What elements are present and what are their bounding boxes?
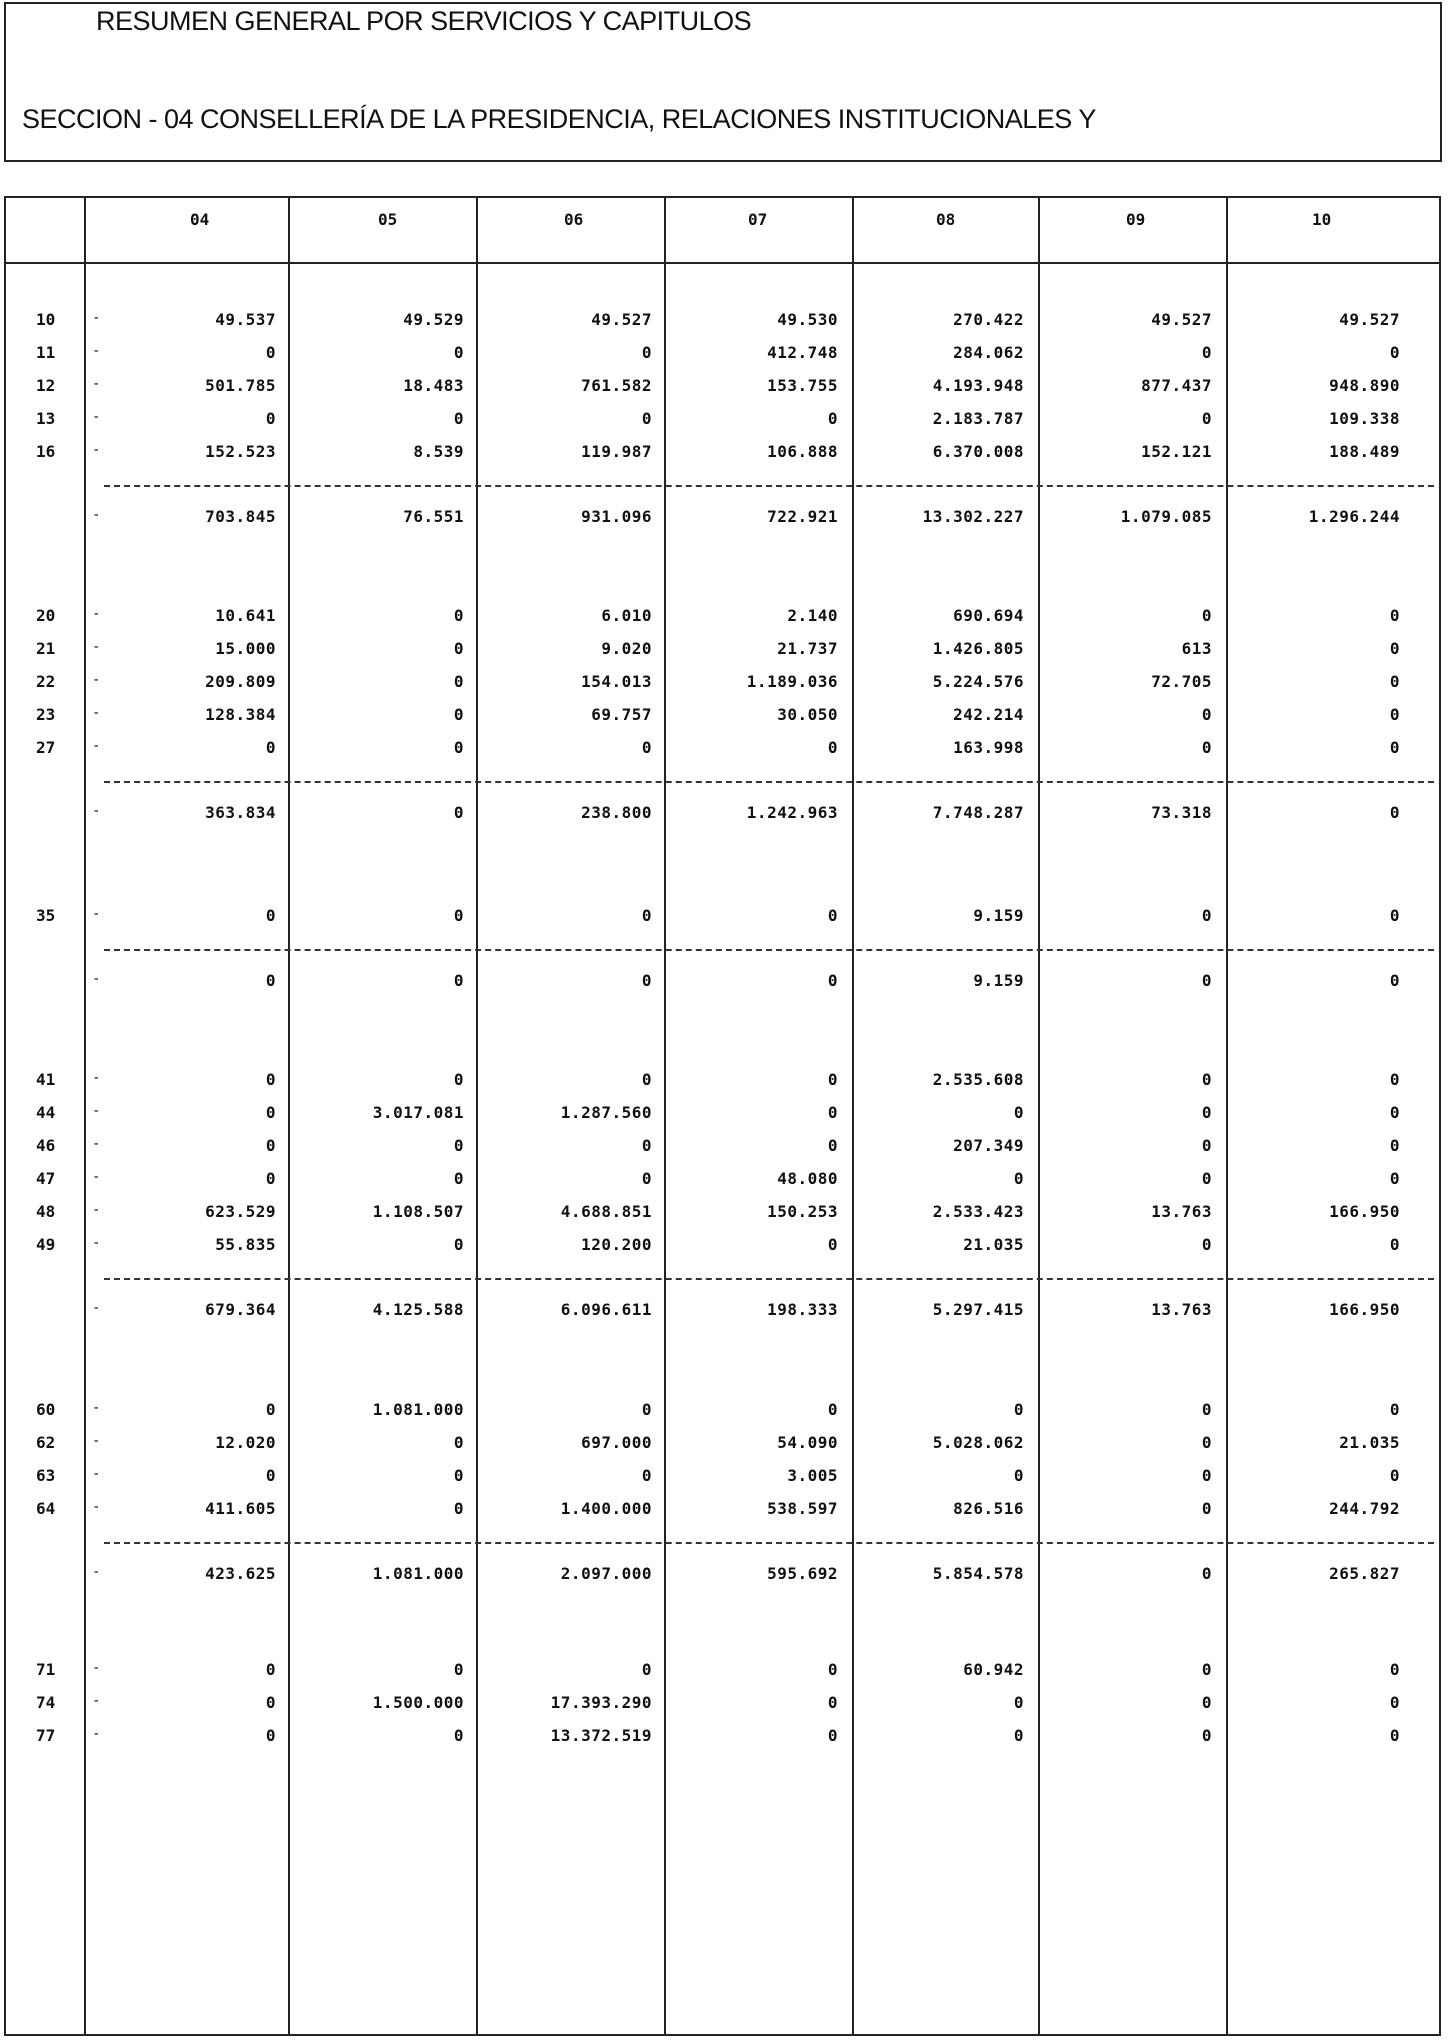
table-cell: 15.000 (215, 639, 276, 658)
table-cell: 538.597 (767, 1499, 838, 1518)
row-code: 23 (36, 705, 56, 724)
table-cell: 0 (641, 343, 652, 362)
table-cell: 0 (1013, 1693, 1024, 1712)
column-header: 09 (1126, 210, 1146, 229)
table-cell: 0 (453, 705, 464, 724)
table-cell: 284.062 (953, 343, 1024, 362)
row-dash-mark: - (92, 1136, 101, 1152)
table-cell: 0 (453, 606, 464, 625)
table-cell: 0 (265, 1466, 276, 1485)
table-cell: 0 (1389, 971, 1400, 990)
table-cell: 0 (827, 1693, 838, 1712)
row-code: 60 (36, 1400, 56, 1419)
table-cell: 49.527 (591, 310, 652, 329)
row-code: 74 (36, 1693, 56, 1712)
table-cell: 0 (1201, 1693, 1212, 1712)
table-cell: 0 (641, 738, 652, 757)
row-code: 11 (36, 343, 56, 362)
column-header: 08 (936, 210, 956, 229)
column-divider (288, 196, 290, 2036)
table-cell: 0 (265, 1400, 276, 1419)
table-cell: 4.193.948 (932, 376, 1024, 395)
table-cell: 0 (1201, 1400, 1212, 1419)
table-cell: 0 (1389, 606, 1400, 625)
table-cell: 0 (265, 906, 276, 925)
table-cell: 1.296.244 (1308, 507, 1400, 526)
table-cell: 1.079.085 (1120, 507, 1212, 526)
table-cell: 9.159 (973, 971, 1024, 990)
table-cell: 0 (1389, 1693, 1400, 1712)
subtotal-separator (104, 1278, 1434, 1280)
table-cell: 0 (453, 1433, 464, 1452)
section-label: SECCION - 04 CONSELLERÍA DE LA PRESIDENCIA, RELACIONES INSTITUCIONALES Y (22, 104, 1096, 134)
table-cell: 0 (453, 906, 464, 925)
table-cell: 238.800 (581, 803, 652, 822)
row-code: 22 (36, 672, 56, 691)
table-cell: 0 (1201, 971, 1212, 990)
table-cell: 0 (265, 1169, 276, 1188)
table-cell: 0 (1201, 1499, 1212, 1518)
table-cell: 128.384 (205, 705, 276, 724)
row-dash-mark: - (92, 1400, 101, 1416)
table-cell: 501.785 (205, 376, 276, 395)
table-cell: 13.372.519 (550, 1726, 652, 1745)
table-cell: 120.200 (581, 1235, 652, 1254)
row-dash-mark: - (92, 906, 101, 922)
row-code: 10 (36, 310, 56, 329)
table-cell: 0 (1201, 606, 1212, 625)
row-code: 47 (36, 1169, 56, 1188)
table-cell: 0 (1389, 1726, 1400, 1745)
table-cell: 0 (1201, 1169, 1212, 1188)
table-cell: 0 (641, 1660, 652, 1679)
table-cell: 0 (1389, 1660, 1400, 1679)
table-cell: 4.125.588 (372, 1300, 464, 1319)
table-cell: 5.224.576 (932, 672, 1024, 691)
table-cell: 1.426.805 (932, 639, 1024, 658)
row-dash-mark: - (92, 705, 101, 721)
table-cell: 10.641 (215, 606, 276, 625)
table-cell: 0 (1389, 1400, 1400, 1419)
table-cell: 0 (827, 1235, 838, 1254)
table-cell: 0 (453, 971, 464, 990)
table-cell: 0 (827, 1726, 838, 1745)
row-dash-mark: - (92, 803, 101, 819)
table-cell: 72.705 (1151, 672, 1212, 691)
column-divider (664, 196, 666, 2036)
table-cell: 5.297.415 (932, 1300, 1024, 1319)
table-cell: 0 (1013, 1466, 1024, 1485)
table-cell: 0 (641, 971, 652, 990)
table-cell: 0 (1201, 1433, 1212, 1452)
table-cell: 0 (1389, 1103, 1400, 1122)
row-code: 48 (36, 1202, 56, 1221)
table-cell: 9.159 (973, 906, 1024, 925)
table-cell: 0 (1013, 1726, 1024, 1745)
table-cell: 106.888 (767, 442, 838, 461)
row-dash-mark: - (92, 1693, 101, 1709)
table-cell: 0 (265, 738, 276, 757)
table-cell: 761.582 (581, 376, 652, 395)
table-cell: 0 (453, 1169, 464, 1188)
row-dash-mark: - (92, 1433, 101, 1449)
table-cell: 21.737 (777, 639, 838, 658)
table-cell: 1.081.000 (372, 1564, 464, 1583)
row-dash-mark: - (92, 672, 101, 688)
row-dash-mark: - (92, 1499, 101, 1515)
table-cell: 690.694 (953, 606, 1024, 625)
table-cell: 0 (827, 738, 838, 757)
table-cell: 1.242.963 (746, 803, 838, 822)
row-dash-mark: - (92, 442, 101, 458)
row-code: 16 (36, 442, 56, 461)
table-cell: 54.090 (777, 1433, 838, 1452)
table-cell: 0 (827, 971, 838, 990)
table-cell: 244.792 (1329, 1499, 1400, 1518)
table-cell: 207.349 (953, 1136, 1024, 1155)
table-cell: 0 (453, 1726, 464, 1745)
column-header: 07 (748, 210, 768, 229)
table-cell: 13.763 (1151, 1300, 1212, 1319)
table-cell: 0 (1201, 705, 1212, 724)
table-cell: 0 (1389, 1136, 1400, 1155)
table-cell: 0 (1201, 1103, 1212, 1122)
column-header: 10 (1312, 210, 1332, 229)
table-cell: 8.539 (413, 442, 464, 461)
table-cell: 4.688.851 (560, 1202, 652, 1221)
row-code: 27 (36, 738, 56, 757)
table-cell: 363.834 (205, 803, 276, 822)
table-cell: 69.757 (591, 705, 652, 724)
row-dash-mark: - (92, 507, 101, 523)
table-cell: 0 (1389, 1169, 1400, 1188)
table-cell: 0 (453, 639, 464, 658)
table-cell: 0 (1201, 409, 1212, 428)
row-dash-mark: - (92, 310, 101, 326)
row-code: 21 (36, 639, 56, 658)
table-cell: 0 (1389, 1235, 1400, 1254)
table-cell: 21.035 (963, 1235, 1024, 1254)
row-dash-mark: - (92, 606, 101, 622)
table-cell: 697.000 (581, 1433, 652, 1452)
table-cell: 826.516 (953, 1499, 1024, 1518)
table-cell: 7.748.287 (932, 803, 1024, 822)
table-cell: 5.028.062 (932, 1433, 1024, 1452)
table-cell: 0 (641, 1466, 652, 1485)
row-code: 35 (36, 906, 56, 925)
table-cell: 49.537 (215, 310, 276, 329)
row-dash-mark: - (92, 1202, 101, 1218)
table-cell: 0 (1201, 1564, 1212, 1583)
row-dash-mark: - (92, 1235, 101, 1251)
row-code: 12 (36, 376, 56, 395)
table-cell: 1.189.036 (746, 672, 838, 691)
table-cell: 595.692 (767, 1564, 838, 1583)
table-cell: 0 (1201, 1660, 1212, 1679)
table-cell: 0 (827, 1400, 838, 1419)
row-dash-mark: - (92, 343, 101, 359)
table-cell: 0 (1201, 1136, 1212, 1155)
table-cell: 0 (827, 1070, 838, 1089)
table-cell: 1.500.000 (372, 1693, 464, 1712)
table-cell: 679.364 (205, 1300, 276, 1319)
row-code: 13 (36, 409, 56, 428)
table-cell: 0 (453, 672, 464, 691)
row-dash-mark: - (92, 409, 101, 425)
table-cell: 0 (1201, 906, 1212, 925)
table-cell: 0 (827, 906, 838, 925)
report-title: RESUMEN GENERAL POR SERVICIOS Y CAPITULOS (96, 6, 752, 36)
table-cell: 2.183.787 (932, 409, 1024, 428)
row-dash-mark: - (92, 1466, 101, 1482)
table-cell: 0 (1389, 906, 1400, 925)
table-cell: 49.527 (1339, 310, 1400, 329)
table-cell: 48.080 (777, 1169, 838, 1188)
table-cell: 6.010 (601, 606, 652, 625)
table-cell: 0 (1201, 1466, 1212, 1485)
column-divider (1038, 196, 1040, 2036)
table-cell: 0 (1013, 1103, 1024, 1122)
table-cell: 73.318 (1151, 803, 1212, 822)
table-cell: 13.763 (1151, 1202, 1212, 1221)
row-code: 64 (36, 1499, 56, 1518)
table-cell: 931.096 (581, 507, 652, 526)
table-cell: 423.625 (205, 1564, 276, 1583)
table-cell: 49.527 (1151, 310, 1212, 329)
row-dash-mark: - (92, 738, 101, 754)
table-cell: 188.489 (1329, 442, 1400, 461)
table-cell: 0 (453, 1235, 464, 1254)
table-cell: 0 (641, 409, 652, 428)
column-header: 05 (378, 210, 398, 229)
table-cell: 0 (641, 1136, 652, 1155)
table-cell: 0 (641, 1169, 652, 1188)
table-cell: 12.020 (215, 1433, 276, 1452)
table-cell: 0 (1013, 1169, 1024, 1188)
table-cell: 0 (265, 1103, 276, 1122)
table-cell: 154.013 (581, 672, 652, 691)
column-header: 06 (564, 210, 584, 229)
table-cell: 55.835 (215, 1235, 276, 1254)
subtotal-separator (104, 485, 1434, 487)
table-cell: 166.950 (1329, 1202, 1400, 1221)
table-cell: 9.020 (601, 639, 652, 658)
table-cell: 153.755 (767, 376, 838, 395)
column-divider (1226, 196, 1228, 2036)
table-cell: 242.214 (953, 705, 1024, 724)
table-cell: 412.748 (767, 343, 838, 362)
column-divider (476, 196, 478, 2036)
table-cell: 152.121 (1141, 442, 1212, 461)
table-cell: 0 (641, 1070, 652, 1089)
table-cell: 0 (827, 1136, 838, 1155)
table-cell: 0 (265, 1136, 276, 1155)
table-cell: 209.809 (205, 672, 276, 691)
row-code: 71 (36, 1660, 56, 1679)
table-cell: 150.253 (767, 1202, 838, 1221)
table-cell: 877.437 (1141, 376, 1212, 395)
table-cell: 0 (265, 1693, 276, 1712)
table-cell: 18.483 (403, 376, 464, 395)
table-cell: 623.529 (205, 1202, 276, 1221)
table-cell: 0 (453, 1466, 464, 1485)
table-cell: 119.987 (581, 442, 652, 461)
table-cell: 49.529 (403, 310, 464, 329)
table-cell: 0 (1389, 672, 1400, 691)
table-cell: 265.827 (1329, 1564, 1400, 1583)
table-cell: 2.140 (787, 606, 838, 625)
row-code: 46 (36, 1136, 56, 1155)
table-cell: 1.081.000 (372, 1400, 464, 1419)
row-dash-mark: - (92, 376, 101, 392)
row-dash-mark: - (92, 1564, 101, 1580)
table-cell: 152.523 (205, 442, 276, 461)
table-cell: 21.035 (1339, 1433, 1400, 1452)
table-cell: 49.530 (777, 310, 838, 329)
table-cell: 17.393.290 (550, 1693, 652, 1712)
table-cell: 0 (453, 343, 464, 362)
row-code: 41 (36, 1070, 56, 1089)
row-dash-mark: - (92, 971, 101, 987)
table-cell: 703.845 (205, 507, 276, 526)
table-cell: 0 (453, 738, 464, 757)
table-cell: 0 (1389, 639, 1400, 658)
table-cell: 0 (1201, 1235, 1212, 1254)
row-code: 77 (36, 1726, 56, 1745)
column-divider (852, 196, 854, 2036)
table-cell: 0 (1201, 738, 1212, 757)
table-cell: 0 (1389, 705, 1400, 724)
table-cell: 0 (641, 1400, 652, 1419)
table-cell: 613 (1181, 639, 1212, 658)
row-dash-mark: - (92, 1726, 101, 1742)
table-cell: 163.998 (953, 738, 1024, 757)
row-code: 62 (36, 1433, 56, 1452)
column-header: 04 (190, 210, 210, 229)
table-cell: 0 (453, 1136, 464, 1155)
table-cell: 270.422 (953, 310, 1024, 329)
table-cell: 1.400.000 (560, 1499, 652, 1518)
row-dash-mark: - (92, 639, 101, 655)
row-dash-mark: - (92, 1300, 101, 1316)
table-cell: 2.535.608 (932, 1070, 1024, 1089)
table-cell: 0 (1201, 1070, 1212, 1089)
table-cell: 1.287.560 (560, 1103, 652, 1122)
table-cell: 0 (265, 971, 276, 990)
table-cell: 0 (1389, 1466, 1400, 1485)
row-code: 44 (36, 1103, 56, 1122)
table-cell: 6.370.008 (932, 442, 1024, 461)
table-cell: 0 (1389, 343, 1400, 362)
row-dash-mark: - (92, 1103, 101, 1119)
subtotal-separator (104, 781, 1434, 783)
row-dash-mark: - (92, 1169, 101, 1185)
table-cell: 0 (265, 1726, 276, 1745)
table-cell: 0 (265, 409, 276, 428)
table-cell: 76.551 (403, 507, 464, 526)
table-cell: 0 (453, 803, 464, 822)
subtotal-separator (104, 949, 1434, 951)
column-divider (84, 196, 86, 2036)
table-cell: 0 (1201, 343, 1212, 362)
table-cell: 0 (265, 1660, 276, 1679)
table-cell: 30.050 (777, 705, 838, 724)
table-cell: 3.017.081 (372, 1103, 464, 1122)
table-cell: 0 (265, 1070, 276, 1089)
table-cell: 0 (1013, 1400, 1024, 1419)
table-cell: 1.108.507 (372, 1202, 464, 1221)
table-cell: 0 (1389, 738, 1400, 757)
table-cell: 13.302.227 (922, 507, 1024, 526)
table-cell: 0 (1389, 803, 1400, 822)
table-cell: 0 (827, 1103, 838, 1122)
table-cell: 0 (453, 1499, 464, 1518)
table-cell: 0 (453, 1070, 464, 1089)
table-cell: 198.333 (767, 1300, 838, 1319)
table-cell: 0 (265, 343, 276, 362)
table-cell: 0 (1201, 1726, 1212, 1745)
row-dash-mark: - (92, 1070, 101, 1086)
table-cell: 3.005 (787, 1466, 838, 1485)
table-cell: 0 (453, 409, 464, 428)
subtotal-separator (104, 1542, 1434, 1544)
table-cell: 109.338 (1329, 409, 1400, 428)
table-cell: 2.533.423 (932, 1202, 1024, 1221)
table-cell: 722.921 (767, 507, 838, 526)
row-code: 49 (36, 1235, 56, 1254)
table-cell: 166.950 (1329, 1300, 1400, 1319)
table-cell: 60.942 (963, 1660, 1024, 1679)
table-cell: 0 (1389, 1070, 1400, 1089)
row-code: 20 (36, 606, 56, 625)
row-dash-mark: - (92, 1660, 101, 1676)
row-code: 63 (36, 1466, 56, 1485)
table-cell: 0 (827, 1660, 838, 1679)
table-cell: 6.096.611 (560, 1300, 652, 1319)
table-cell: 0 (641, 906, 652, 925)
table-cell: 5.854.578 (932, 1564, 1024, 1583)
table-cell: 411.605 (205, 1499, 276, 1518)
table-cell: 0 (453, 1660, 464, 1679)
table-cell: 948.890 (1329, 376, 1400, 395)
table-cell: 0 (827, 409, 838, 428)
table-cell: 2.097.000 (560, 1564, 652, 1583)
